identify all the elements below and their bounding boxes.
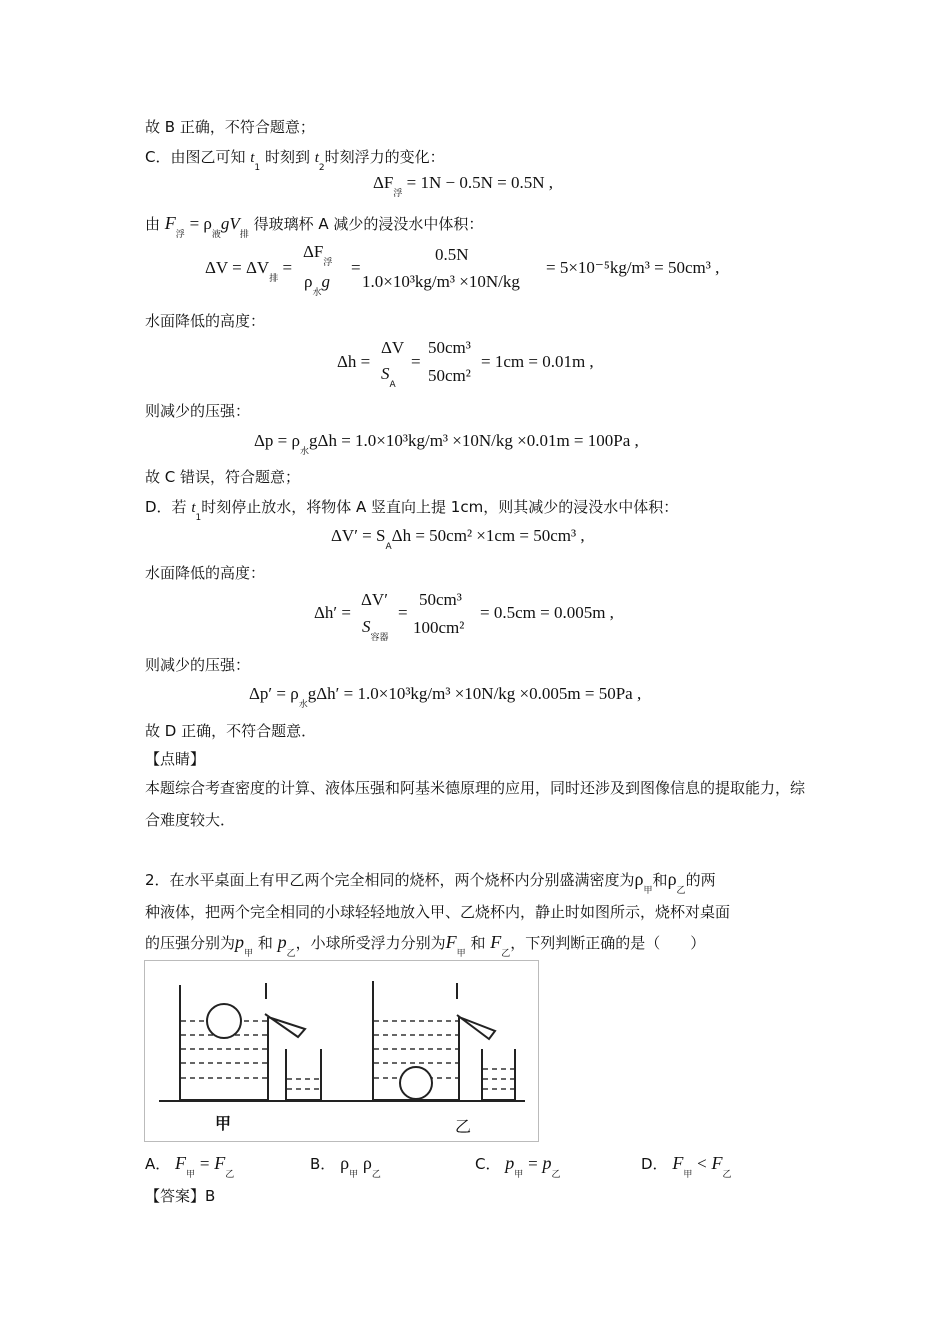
equation-volume-den: $\rho_水g$ (304, 272, 330, 298)
text-line: 水面降低的高度： (145, 564, 266, 582)
equation-height-num2: 50cm³ (428, 338, 471, 357)
question-text: 2．在水平桌面上有甲乙两个完全相同的烧杯，两个烧杯内分别盛满密度为$\rho_甲$和$\rho_乙$的两 (145, 869, 716, 896)
text-line: D．若 $t_1$时刻停止放水，将物体 A 竖直向上提 1cm，则其减少的浸没水中体积： (145, 498, 679, 523)
beaker-diagram (145, 961, 538, 1141)
option-b[interactable]: B． $\rho_甲$ $\rho_乙$ (310, 1153, 381, 1180)
answer-line: 【答案】B (145, 1187, 216, 1205)
question-text: 种液体，把两个完全相同的小球轻轻地放入甲、乙烧杯内，静止时如图所示，烧杯对桌面 (145, 903, 731, 921)
section-heading: 【点睛】 (145, 750, 206, 768)
equation-volume-d: $\Delta V' = S_A\Delta h = 50cm^2 \times 1cm = 50cm^3$ , (331, 526, 585, 552)
text-line: 故 C 错误，符合题意； (145, 468, 301, 486)
text-line: 则减少的压强： (145, 402, 251, 420)
text-line: 水面降低的高度： (145, 312, 266, 330)
equation-height-num: ΔV (381, 338, 405, 357)
equation-height-d-rhs: = 0.5cm = 0.005m , (480, 603, 614, 622)
commentary-paragraph: 本题综合考查密度的计算、液体压强和阿基米德原理的应用，同时还涉及到图像信息的提取能力，综合难度较大． (145, 779, 806, 829)
equation-height-den: $S_A$ (381, 364, 396, 390)
equation-height-d-den2: 100cm² (413, 618, 465, 637)
figure-label-yi: 乙 (455, 1117, 472, 1136)
text-line: 故 D 正确，不符合题意． (145, 722, 317, 740)
question-text: 的压强分别为$p_甲$ 和 $p_乙$，小球所受浮力分别为$F_甲$ 和 $F_乙$，下列判断正确的是（ ） (145, 932, 706, 959)
equation-height-den2: 50cm² (428, 366, 471, 385)
equation-volume-rhs: = 5×10⁻⁵kg/m³ = 50cm³ , (546, 258, 720, 277)
equation-volume-lhs: $\Delta V = \Delta V_排$ = (205, 258, 293, 284)
equals-sign: = (411, 352, 421, 371)
option-c[interactable]: C． $p_甲 = p_乙$ (475, 1153, 561, 1180)
option-a[interactable]: A． $F_甲 = F_乙$ (145, 1153, 235, 1180)
equation-pressure-d: $\Delta p' = \rho_水g\Delta h' = 1.0\times 10^3kg/m^3 \times 10N/kg \times 0.005m = 50Pa$ , (249, 684, 642, 710)
equation-buoyancy-change: $\Delta F_浮 = 1N - 0.5N = 0.5N$ , (373, 173, 553, 199)
ball-sunk (400, 1067, 432, 1099)
text-line: 故 B 正确，不符合题意； (145, 118, 315, 136)
option-d[interactable]: D． $F_甲 < F_乙$ (641, 1153, 732, 1180)
equation-pressure: $\Delta p = \rho_水g\Delta h = 1.0\times 10^3kg/m^3 \times 10N/kg \times 0.01m = 100Pa$ , (254, 431, 639, 457)
equation-height-lhs: Δh = (337, 352, 371, 371)
figure-label-jia: 甲 (215, 1114, 232, 1133)
equation-height-d-lhs: Δh′ = (314, 603, 351, 622)
text-line: C．由图乙可知 $t_1$ 时刻到 $t_2$时刻浮力的变化： (145, 148, 445, 173)
equation-volume-num2: 0.5N (435, 245, 469, 264)
equals-sign: = (398, 603, 408, 622)
equals-sign: = (351, 258, 361, 277)
equation-height-d-den: $S_{容器}$ (362, 617, 389, 643)
beaker-figure (144, 960, 539, 1142)
equation-height-rhs: = 1cm = 0.01m , (481, 352, 594, 371)
equation-volume-den2: 1.0×10³kg/m³ ×10N/kg (362, 272, 520, 291)
text-line: 由 $F_浮 = \rho_液gV_排$ 得玻璃杯 A 减少的浸没水中体积： (145, 213, 484, 240)
equation-volume-num: $\Delta F_浮$ (303, 242, 333, 268)
equation-height-d-num2: 50cm³ (419, 590, 462, 609)
equation-height-d-num: ΔV′ (361, 590, 388, 609)
text-line: 则减少的压强： (145, 656, 251, 674)
ball-floating (207, 1004, 241, 1038)
